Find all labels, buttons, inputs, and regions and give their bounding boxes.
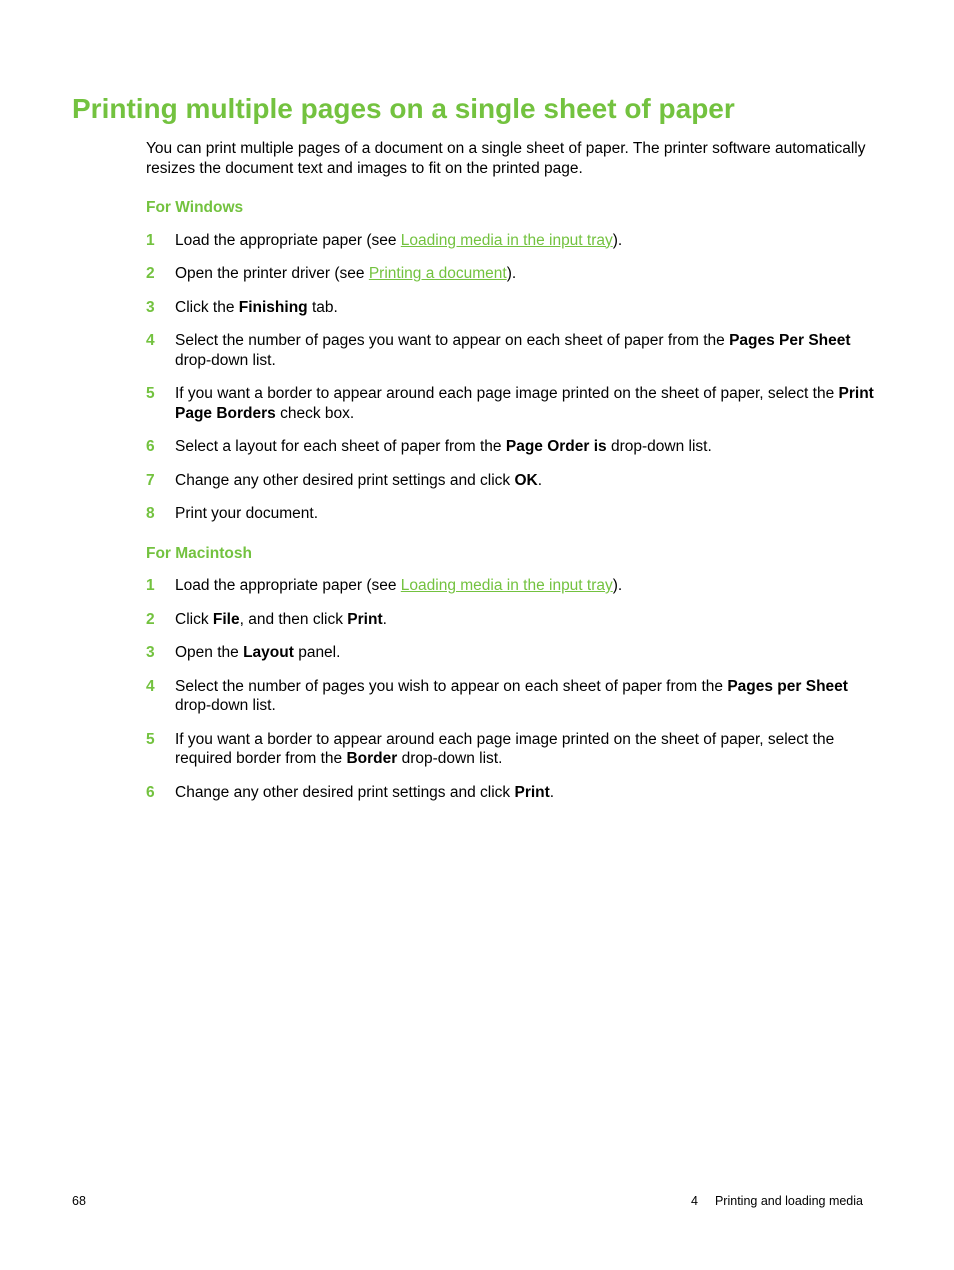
- step-number: 7: [146, 471, 155, 489]
- footer-chapter: [691, 1193, 863, 1209]
- step-number: 2: [146, 610, 155, 628]
- macintosh-step-6: [146, 783, 876, 803]
- step-text: .: [382, 610, 387, 628]
- macintosh-step-4: [146, 677, 876, 716]
- step-text: Open the: [175, 644, 244, 661]
- step-bold: Pages per Sheet: [727, 677, 848, 695]
- step-text: Select the number of pages you want to appear on each sheet of paper from the: [175, 332, 730, 349]
- macintosh-step-1: [146, 576, 876, 596]
- step-number: 8: [146, 505, 155, 522]
- step-text: ).: [506, 265, 517, 282]
- step-number: 5: [146, 730, 155, 748]
- step-number: 3: [146, 644, 155, 661]
- step-bold: Border: [346, 750, 398, 767]
- step-number: 2: [146, 265, 155, 282]
- windows-heading: For Windows: [146, 199, 244, 216]
- footer-chapter-number: 4: [691, 1194, 698, 1208]
- page-content: [146, 139, 876, 802]
- step-text: If you want a border to appear around each page image printed on the sheet of paper, select the: [175, 385, 839, 402]
- step-number: 5: [146, 385, 155, 402]
- step-number: 6: [146, 438, 155, 455]
- step-number: 4: [146, 332, 155, 349]
- step-bold: Print: [347, 610, 383, 628]
- macintosh-heading: For Macintosh: [146, 544, 252, 562]
- step-text: drop-down list.: [175, 351, 276, 369]
- step-text: .: [537, 471, 543, 489]
- step-text: , and then click: [239, 610, 348, 628]
- step-number: 3: [146, 298, 155, 316]
- step-text: panel.: [293, 644, 341, 661]
- windows-step-6: [146, 437, 876, 457]
- step-text: Change any other desired print settings and click: [175, 471, 515, 489]
- footer-chapter-title: Printing and loading media: [714, 1194, 863, 1208]
- footer-page-number: 68: [72, 1194, 86, 1208]
- windows-step-5: [146, 384, 876, 423]
- step-bold: Pages Per Sheet: [729, 332, 851, 349]
- windows-steps: [146, 231, 876, 524]
- step-bold: Layout: [243, 644, 294, 661]
- loading-media-link[interactable]: Loading media in the input tray: [400, 577, 613, 594]
- step-bold: OK: [514, 471, 538, 489]
- step-bold: Page Order is: [505, 438, 607, 455]
- step-text: Load the appropriate paper (see: [175, 231, 401, 249]
- step-text: Open the printer driver (see: [175, 265, 369, 282]
- macintosh-step-5: [146, 730, 876, 769]
- step-number: 1: [146, 577, 155, 594]
- step-number: 6: [146, 783, 155, 801]
- printing-document-link[interactable]: Printing a document: [368, 265, 507, 282]
- step-text: ).: [612, 577, 623, 594]
- step-text: Change any other desired print settings and click: [175, 783, 515, 801]
- intro-paragraph: You can print multiple pages of a document on a single sheet of paper. The printer software automatically resizes the document text and images to fit on the printed page.: [146, 140, 866, 177]
- step-number: 4: [146, 677, 155, 695]
- windows-step-2: [146, 264, 876, 284]
- macintosh-step-3: [146, 643, 876, 663]
- step-text: Load the appropriate paper (see: [175, 577, 401, 594]
- step-number: 1: [146, 231, 155, 249]
- step-text: Click the: [175, 298, 239, 316]
- step-text: If you want a border to appear around each page image printed on the sheet of paper, select the required border from the: [175, 730, 835, 767]
- windows-step-7: [146, 471, 876, 491]
- step-bold: File: [212, 610, 240, 628]
- windows-step-8: [146, 504, 876, 524]
- page-title: Printing multiple pages on a single sheet of paper: [72, 93, 735, 124]
- windows-step-4: [146, 331, 876, 370]
- step-text: drop-down list.: [175, 697, 276, 714]
- step-text: tab.: [307, 298, 338, 316]
- step-text: ).: [612, 231, 623, 249]
- step-text: .: [549, 783, 555, 801]
- step-text: Select a layout for each sheet of paper from the: [175, 438, 506, 455]
- windows-step-1: [146, 231, 876, 251]
- step-bold: Print: [514, 783, 550, 801]
- windows-step-3: [146, 298, 876, 318]
- step-text: Select the number of pages you wish to appear on each sheet of paper from the: [175, 677, 728, 695]
- step-text: check box.: [275, 404, 355, 422]
- step-text: drop-down list.: [397, 750, 503, 767]
- step-bold: Finishing: [238, 298, 308, 316]
- macintosh-step-2: [146, 610, 876, 630]
- macintosh-steps: [146, 576, 876, 802]
- step-text: Click: [175, 610, 213, 628]
- loading-media-link[interactable]: Loading media in the input tray: [400, 231, 613, 249]
- step-text: drop-down list.: [606, 438, 712, 455]
- step-text: Print your document.: [175, 505, 319, 522]
- step-bold: Print Page Borders: [175, 385, 874, 422]
